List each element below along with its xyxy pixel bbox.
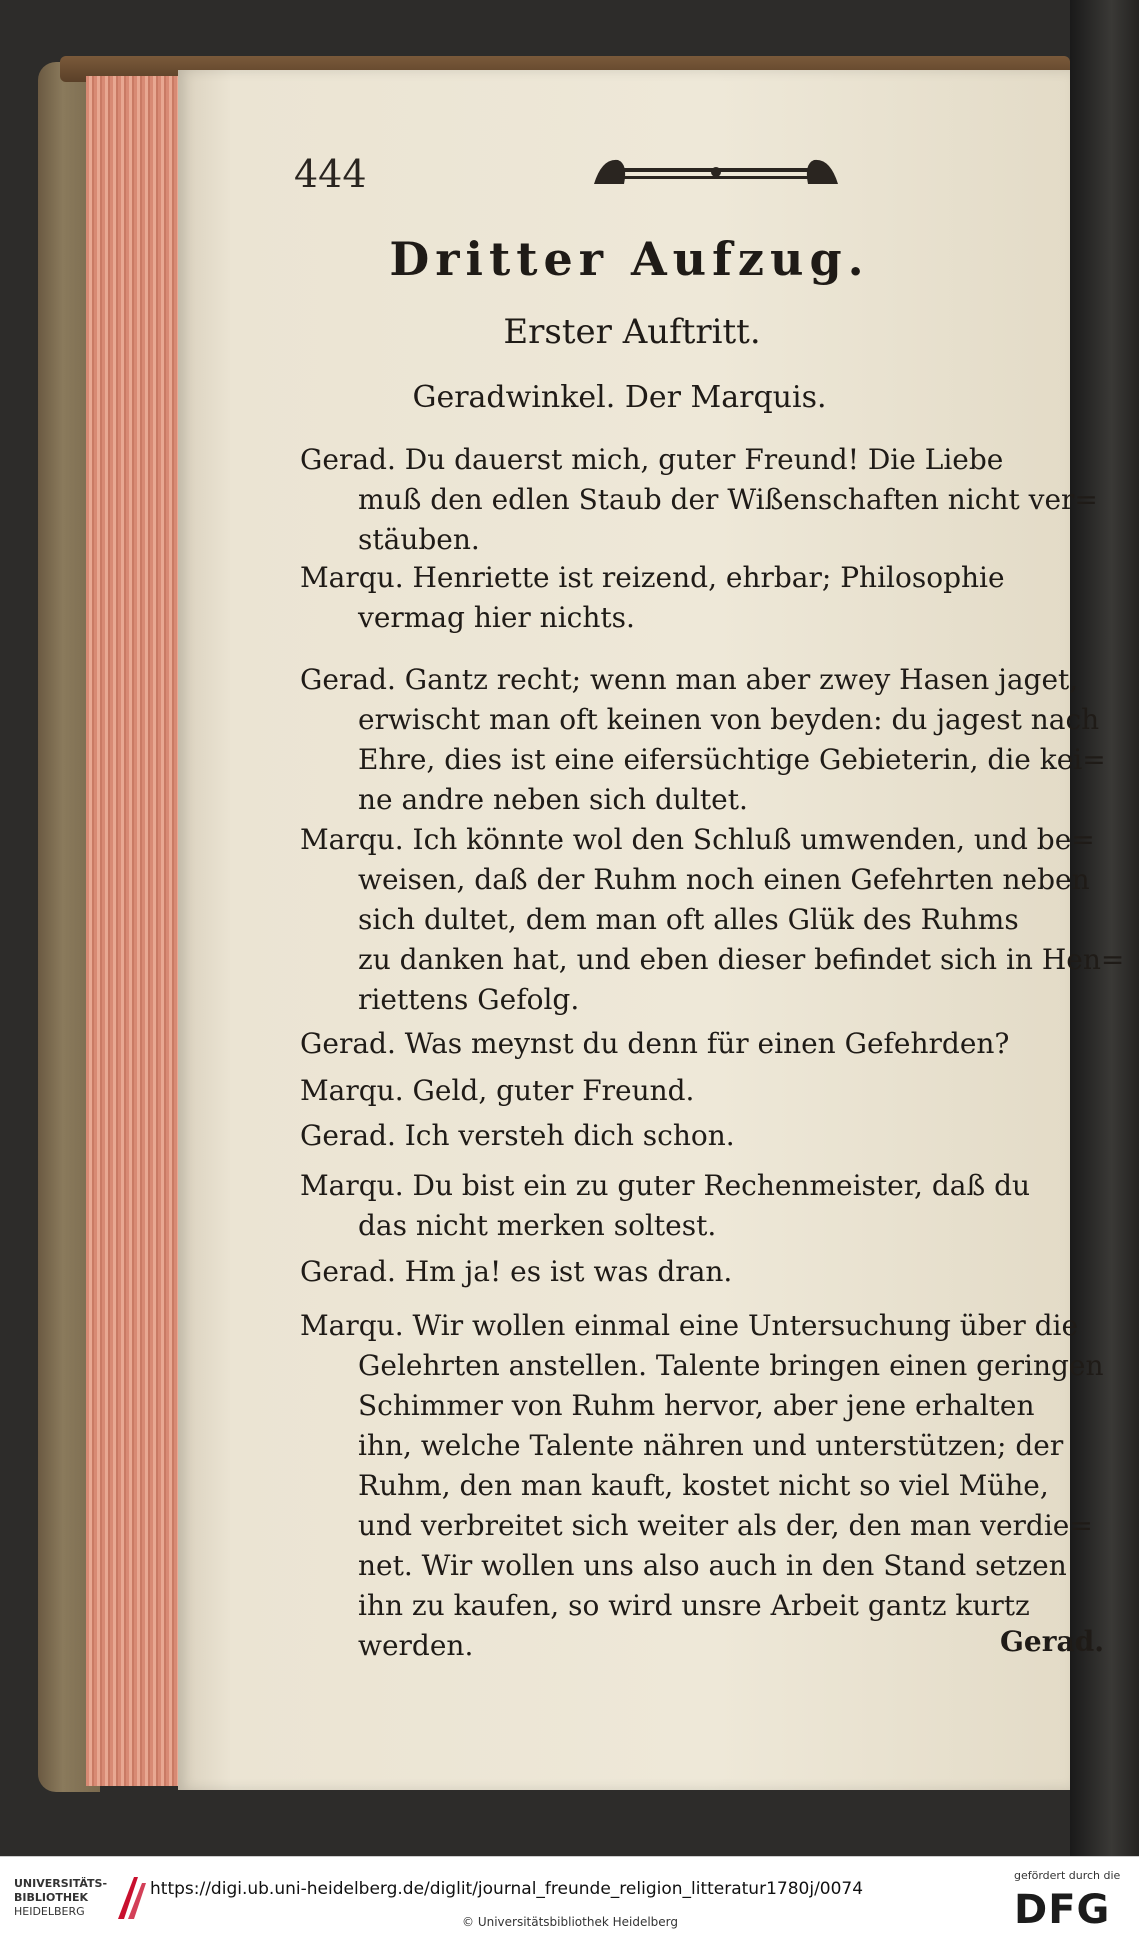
dialogue-block [300,558,1100,638]
text-line: muß den edlen Staub der Wißenschaften nicht ver= [358,483,1098,516]
library-name-line: HEIDELBERG [14,1905,85,1918]
dialogue-block [300,1166,1100,1246]
text-line: erwischt man oft keinen von beyden: du jagest nach [358,703,1100,736]
text-line: weisen, daß der Ruhm noch einen Gefehrten neben [358,863,1090,896]
text-line: Marqu. Henriette ist reizend, ehrbar; Philosophie [300,561,1005,594]
permalink-url[interactable]: https://digi.ub.uni-heidelberg.de/diglit/journal_freunde_religion_litteratur1780j/0074 [150,1879,864,1899]
text-line: ihn, welche Talente nähren und unterstützen; der [358,1429,1064,1462]
text-line: Marqu. Geld, guter Freund. [300,1074,695,1107]
library-name-line: UNIVERSITÄTS- [14,1877,108,1890]
cast-list: Geradwinkel. Der Marquis. [412,380,827,415]
copyright-notice: © Universitätsbibliothek Heidelberg [462,1915,679,1929]
dialogue-block [300,1252,1100,1292]
text-line: Ruhm, den man kauft, kostet nicht so viel Mühe, [358,1469,1049,1502]
text-line: ihn zu kaufen, so wird unsre Arbeit gantz kurtz [358,1589,1030,1622]
text-line: Marqu. Ich könnte wol den Schluß umwenden, und be= [300,823,1095,856]
ornament-rule-icon [588,154,844,190]
act-title: Dritter Aufzug. [389,232,870,286]
text-line: Gelehrten anstellen. Talente bringen einen geringen [358,1349,1104,1382]
text-line: net. Wir wollen uns also auch in den Stand setzen [358,1549,1067,1582]
dialogue-block [300,440,1100,560]
library-name-line: BIBLIOTHEK [14,1891,89,1904]
text-line: Marqu. Du bist ein zu guter Rechenmeister, daß du [300,1169,1031,1202]
dialogue-block [300,1071,1100,1111]
text-line: sich dultet, dem man oft alles Glük des Ruhms [358,903,1019,936]
dialogue-block [300,1306,1104,1666]
viewer-footer [0,1856,1139,1941]
funding-note: gefördert durch die [1014,1869,1121,1882]
text-line: riettens Gefolg. [358,983,580,1016]
text-line: Schimmer von Ruhm hervor, aber jene erhalten [358,1389,1035,1422]
text-line: Gerad. Was meynst du denn für einen Gefehrden? [300,1027,1010,1060]
text-line: und verbreitet sich weiter als der, den man verdie= [358,1509,1093,1542]
dialogue-block [300,660,1106,820]
page-number: 444 [294,152,367,196]
text-line: vermag hier nichts. [358,601,635,634]
dialogue-block [300,1024,1100,1064]
text-line: zu danken hat, und eben dieser befindet sich in Hen= [358,943,1125,976]
library-logo[interactable] [14,1877,107,1919]
text-line: Gerad. Hm ja! es ist was dran. [300,1255,733,1288]
text-line: ne andre neben sich dultet. [358,783,748,816]
dialogue-block [300,1116,1100,1156]
text-line: stäuben. [358,523,480,556]
text-line: Marqu. Wir wollen einmal eine Untersuchung über die [300,1309,1079,1342]
dialogue-block [300,820,1125,1020]
catchword: Gerad. [1000,1625,1104,1658]
scene-title: Erster Auftritt. [503,312,761,352]
text-line: Gerad. Gantz recht; wenn man aber zwey Hasen jaget, [300,663,1079,696]
text-line: das nicht merken soltest. [358,1209,717,1242]
text-line: werden. [358,1629,474,1662]
text-line: Gerad. Du dauerst mich, guter Freund! Die Liebe [300,443,1004,476]
dfg-logo[interactable]: DFG [1014,1887,1111,1933]
text-line: Ehre, dies ist eine eifersüchtige Gebieterin, die kei= [358,743,1106,776]
text-line: Gerad. Ich versteh dich schon. [300,1119,735,1152]
